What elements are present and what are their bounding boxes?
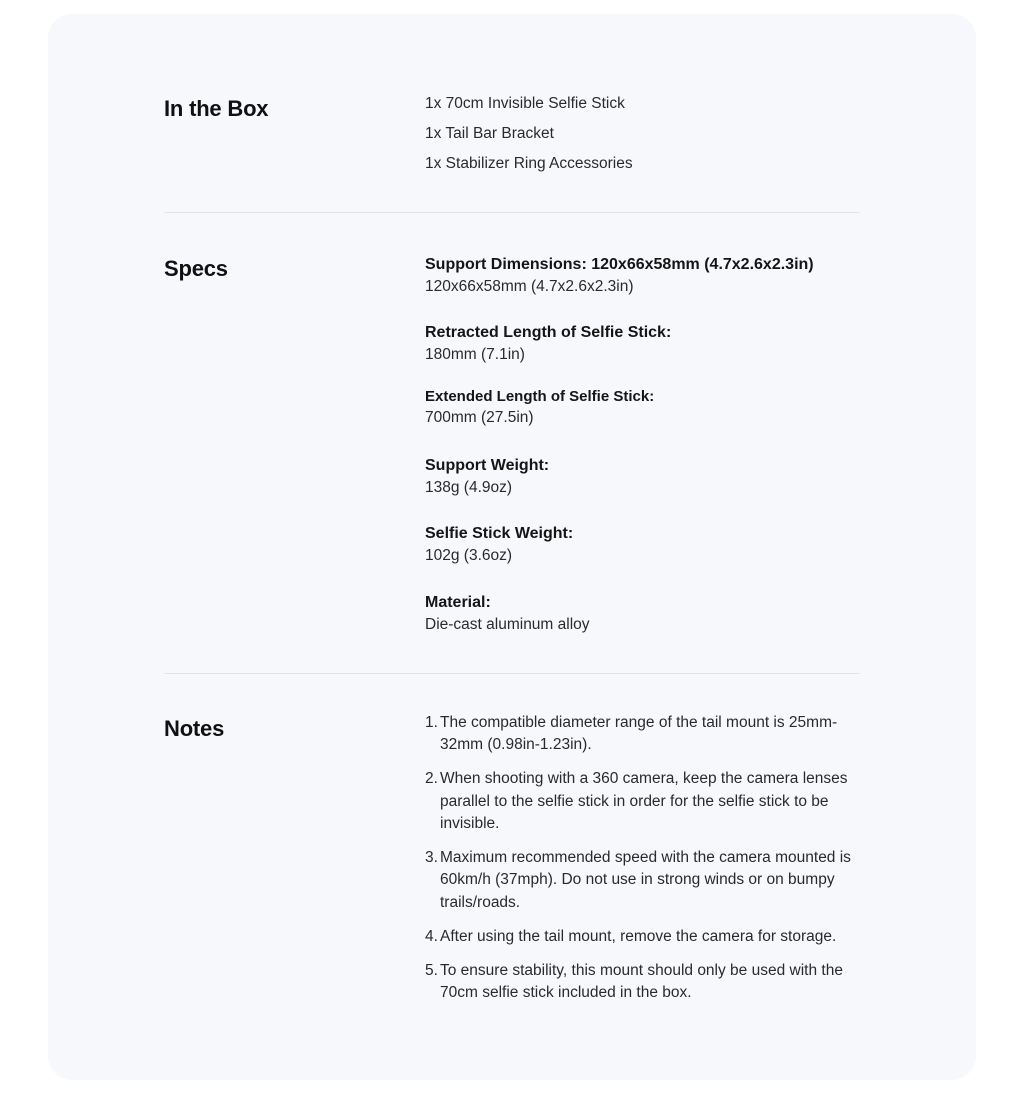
- spec-label: Material:: [425, 594, 491, 611]
- note-text: To ensure stability, this mount should only be used with the 70cm selfie stick included in the box.: [440, 961, 843, 1002]
- spec-value: 700mm (27.5in): [425, 409, 534, 426]
- note-item: [425, 926, 860, 948]
- spec-value: 102g (3.6oz): [425, 547, 513, 564]
- spec-label: Support Dimensions: 120x66x58mm (4.7x2.6x2.3in): [425, 256, 814, 273]
- spec-value: 120x66x58mm (4.7x2.6x2.3in): [425, 278, 634, 295]
- note-text: The compatible diameter range of the tail mount is 25mm-32mm (0.98in-1.23in).: [440, 714, 838, 754]
- note-text: After using the tail mount, remove the camera for storage.: [440, 927, 837, 945]
- in-the-box-title: In the Box: [164, 96, 269, 121]
- note-item: [425, 768, 860, 835]
- spec-item-material: [425, 592, 860, 636]
- notes-title: Notes: [164, 716, 225, 741]
- spec-item-extended-length: [425, 387, 860, 429]
- box-item: 1x 70cm Invisible Selfie Stick: [425, 95, 625, 112]
- note-item: [425, 960, 860, 1005]
- spec-label: Support Weight:: [425, 457, 550, 474]
- note-number: 5.: [425, 961, 438, 979]
- note-number: 2.: [425, 770, 438, 788]
- section-divider: [164, 673, 860, 674]
- spec-item-support-dimensions: [425, 254, 860, 298]
- spec-value: 180mm (7.1in): [425, 346, 525, 363]
- note-item: [425, 712, 860, 757]
- note-text: Maximum recommended speed with the camera mounted is 60km/h (37mph). Do not use in strong winds or on bumpy trails/roads.: [440, 849, 851, 911]
- specs-title: Specs: [164, 256, 228, 281]
- spec-item-support-weight: [425, 455, 860, 499]
- note-number: 1.: [425, 714, 438, 731]
- note-number: 3.: [425, 849, 438, 867]
- spec-label: Extended Length of Selfie Stick:: [425, 388, 655, 405]
- notes-list: [425, 712, 860, 1016]
- spec-value: Die-cast aluminum alloy: [425, 616, 590, 633]
- spec-value: 138g (4.9oz): [425, 479, 513, 496]
- in-the-box-list: [425, 94, 860, 184]
- note-item: [425, 847, 860, 914]
- note-text: When shooting with a 360 camera, keep the camera lenses parallel to the selfie stick in order for the selfie stick to be invisible.: [440, 770, 848, 833]
- spec-label: Selfie Stick Weight:: [425, 525, 574, 542]
- spec-item-retracted-length: [425, 322, 860, 366]
- note-number: 4.: [425, 927, 438, 945]
- box-item: 1x Stabilizer Ring Accessories: [425, 155, 633, 172]
- product-details-card: [48, 14, 976, 1080]
- section-divider: [164, 212, 860, 213]
- box-item: 1x Tail Bar Bracket: [425, 125, 554, 142]
- spec-item-selfie-stick-weight: [425, 523, 860, 567]
- spec-label: Retracted Length of Selfie Stick:: [425, 324, 672, 341]
